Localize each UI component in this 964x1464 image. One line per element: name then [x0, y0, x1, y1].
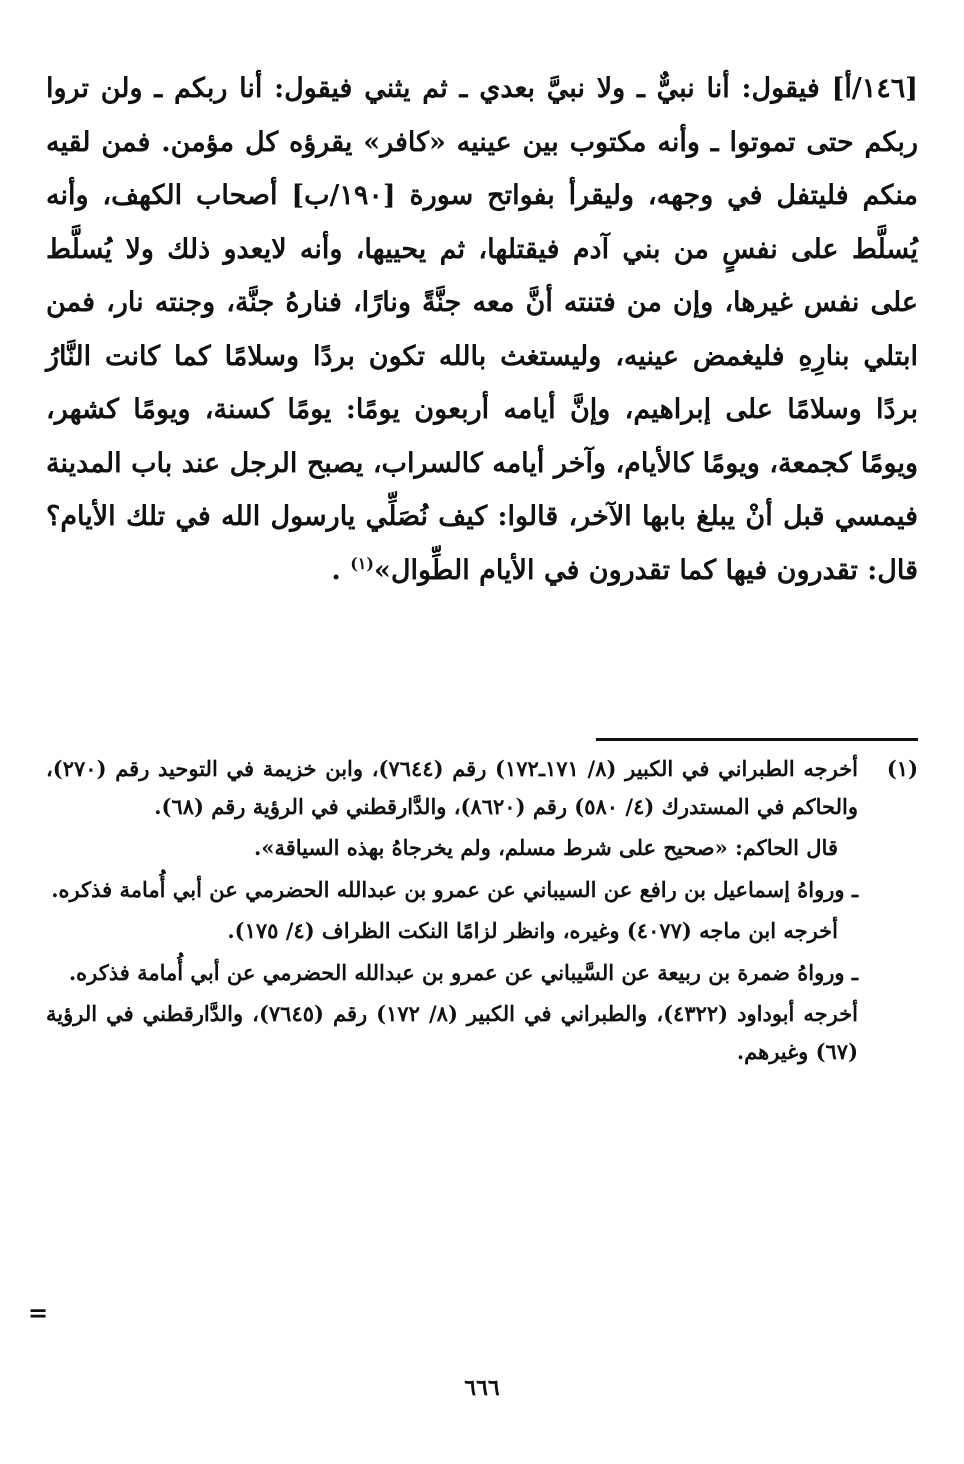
footnote-paragraph: أخرجه أبوداود (٤٣٢٢)، والطبراني في الكبير (٨/ ١٧٢) رقم (٧٦٤٥)، والدَّارقطني في الرؤية (٦٧) وغيرهم. [46, 1001, 859, 1064]
page-number: ٦٦٦ [464, 1375, 500, 1401]
footnote-paragraph: ـ ورواهُ إسماعيل بن رافع عن السيباني عن عمرو بن عبدالله الحضرمي عن أبي أُمامة فذكره. [51, 876, 858, 902]
footnote-paragraph: قال الحاكم: «صحيح على شرط مسلم، ولم يخرجاهُ بهذه السياقة». [254, 835, 838, 860]
main-text-block [46, 62, 918, 597]
footnote-paragraph: ـ ورواهُ ضمرة بن ربيعة عن السَّيباني عن عمرو بن عبدالله الحضرمي عن أبي أُمامة فذكره. [68, 959, 858, 985]
footnotes-block [46, 750, 918, 1074]
footnote-reference: (١) [350, 553, 374, 573]
main-paragraph [46, 62, 918, 597]
continuation-mark: = [28, 1298, 49, 1327]
paragraph-end-mark: . [331, 554, 341, 586]
main-paragraph-text: [١٤٦/أ] فيقول: أنا نبيٌّ ـ ولا نبيَّ بعدي ـ ثم يثني فيقول: أنا ربكم ـ ولن تروا ربكم حتى تموتوا ـ وأنه مكتوب بين عينيه «كافر» يقرؤه كل مؤمن. فمن لقيه منكم فليتفل في وجهه، وليقرأ بفواتح سورة [١٩٠/ب] أصحاب الكهف، وأنه يُسلَّط على نفسٍ من بني آدم فيقتلها، ثم يحييها، وأنه لايعدو ذلك ولا يُسلَّط على نفس غيرها، وإن من فتنته أنَّ معه جنَّةً ونارًا، فنارهُ جنَّة، وجنته نار، فمن ابتلي بنارِهِ فليغمض عينيه، وليستغث بالله تكون بردًا وسلامًا كما كانت النَّارُ بردًا وسلامًا على إبراهيم، وإنَّ أيامه أربعون يومًا: يومًا كسنة، ويومًا كشهر، ويومًا كجمعة، ويومًا كالأيام، وآخر أيامه كالسراب، يصبح الرجل عند باب المدينة فيمسي قبل أنْ يبلغ بابها الآخر، قالوا: كيف نُصَلِّي يارسول الله في تلك الأيام؟ قال: تقدرون فيها كما تقدرون في الأيام الطِّوال» [46, 73, 918, 586]
footnote-paragraph: أخرجه ابن ماجه (٤٠٧٧) وغيره، وانظر لزامًا النكت الظراف (٤/ ١٧٥). [227, 918, 838, 943]
footnote-separator [596, 738, 918, 741]
footnote-number: (١) [886, 756, 918, 781]
footnote-paragraph: أخرجه الطبراني في الكبير (٨/ ١٧١ـ١٧٢) رقم (٧٦٤٤)، وابن خزيمة في التوحيد رقم (٢٧٠)، والحاكم في المستدرك (٤/ ٥٨٠) رقم (٨٦٢٠)، والدَّارقطني في الرؤية رقم (٦٨). [46, 756, 859, 819]
footnote-body [46, 750, 858, 1070]
